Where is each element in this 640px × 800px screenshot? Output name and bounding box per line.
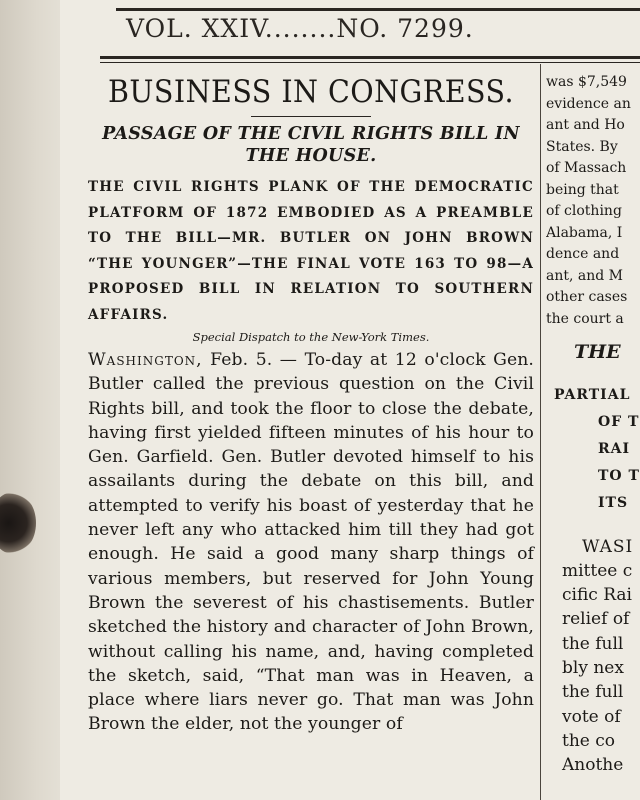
side-line: ant and Ho — [546, 117, 625, 133]
article-column — [88, 70, 534, 737]
side-line: dence and — [546, 246, 620, 262]
side-body-line: mittee c — [562, 560, 633, 581]
side-body — [546, 535, 640, 778]
deck: THE CIVIL RIGHTS PLANK OF THE DEMOCRATIC PLATFORM OF 1872 EMBODIED AS A PREAMBLE TO THE BILL—MR. BUTLER ON JOHN BROWN “THE YOUNGER”—THE FINAL VOTE 163 TO 98—A PROPOSED BILL IN RELATION TO SOUTHERN AFFAIRS. — [88, 179, 534, 323]
side-line: States. By — [546, 138, 618, 155]
side-line: ant, and M — [546, 267, 623, 284]
side-line: other cases — [546, 289, 628, 305]
headline-rule — [251, 116, 371, 117]
side-line: evidence an — [546, 95, 631, 112]
side-caps-line: ITS — [598, 494, 629, 511]
side-caps-line: RAI — [598, 440, 631, 457]
torn-hole — [0, 492, 36, 554]
subhead: PASSAGE OF THE CIVIL RIGHTS BILL IN THE HOUSE. — [102, 124, 520, 166]
side-heading: THE — [574, 341, 621, 363]
adjacent-column — [546, 72, 640, 777]
side-body-line: the full — [562, 682, 624, 703]
side-caps-line: TO T — [598, 467, 640, 484]
side-body-line: bly nex — [562, 657, 624, 678]
article-body — [88, 348, 534, 737]
masthead-rule — [100, 56, 640, 59]
headline: BUSINESS IN CONGRESS. — [107, 74, 515, 110]
column-rule — [540, 64, 541, 800]
side-caps-line: OF T — [598, 413, 640, 430]
side-body-line: Anothe — [562, 755, 624, 776]
volume-line: VOL. XXIV........NO. 7299. — [126, 14, 474, 43]
side-line: the court a — [546, 310, 624, 327]
top-rule — [116, 0, 640, 11]
side-line: of clothing — [546, 203, 622, 219]
masthead-rule-thin — [100, 62, 640, 63]
side-line: was $7,549 — [546, 74, 627, 90]
side-line: being that — [546, 181, 619, 198]
body-text: Feb. 5. — To-day at 12 o'clock Gen. Butler called the previous question on the Civil Rights bill, and took the floor to close the debate, having first yielded fifteen minutes of his hour to Gen. Garfield. Gen. Butler devoted himself to his assailants during the debate on this bill, and attempted to verify his boast of yesterday that he never left any who attacked him till they had got enough. He said a good many sharp things of various members, but reserved for John Young Brown the severest of his chastisements. Butler sketched the history and character of John Brown, without calling his name, and, having completed the sketch, said, “That man was in Heaven, a place where liars never go. That man was John Brown the elder, not the younger of — [88, 350, 534, 735]
special-dispatch: Special Dispatch to the New-York Times. — [192, 330, 430, 344]
side-body-line: vote of — [562, 706, 621, 727]
side-body-line: WASI — [582, 536, 634, 557]
side-body-line: relief of — [562, 609, 630, 630]
page-edge — [0, 0, 62, 800]
side-body-line: the full — [562, 633, 624, 654]
side-body-line: the co — [562, 730, 616, 751]
side-line: Alabama, I — [546, 224, 623, 241]
lead-word: Washington, — [88, 350, 203, 370]
side-line: of Massach — [546, 160, 627, 176]
side-caps-line: PARTIAL — [554, 386, 631, 403]
side-body-line: cific Rai — [562, 585, 632, 606]
